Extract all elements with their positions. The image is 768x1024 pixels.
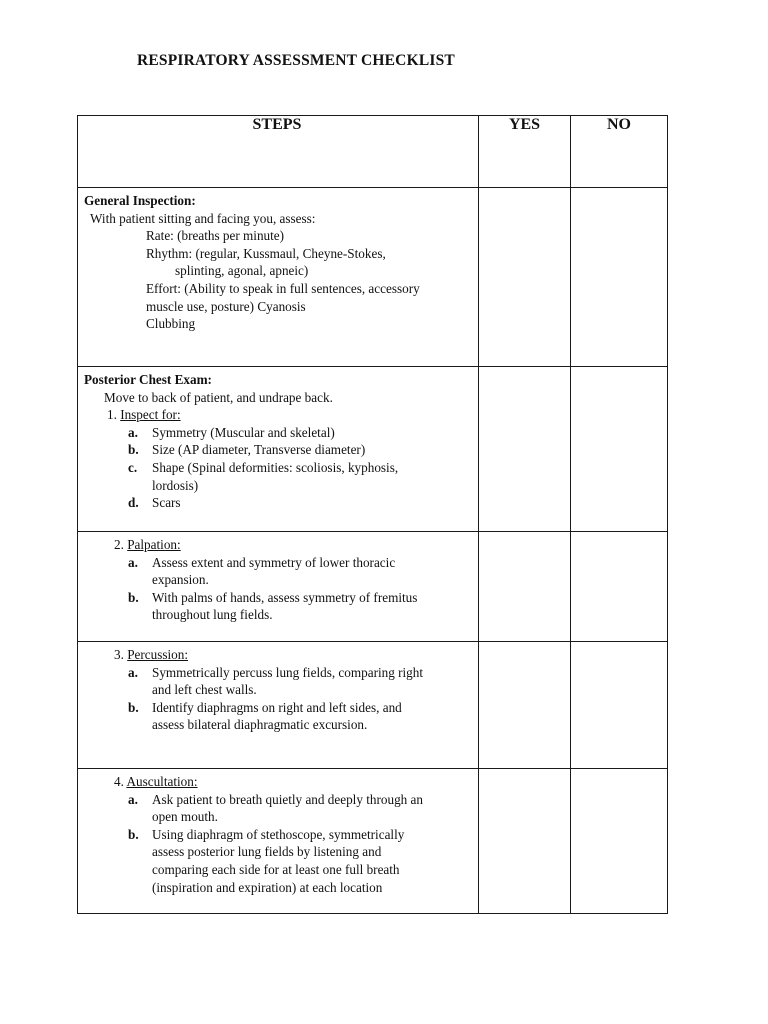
step-number: 3. <box>114 647 124 662</box>
item-text: With palms of hands, assess symmetry of fremitus <box>152 589 418 605</box>
item-text: Assess extent and symmetry of lower thoracic <box>152 554 396 570</box>
section-intro: Move to back of patient, and undrape back. <box>104 389 333 405</box>
step-text: Clubbing <box>146 316 196 332</box>
steps-cell <box>78 367 479 532</box>
item-text: Identify diaphragms on right and left sides, and <box>152 699 402 715</box>
steps-cell <box>78 188 479 367</box>
list-item <box>78 424 478 442</box>
step-text: splinting, agonal, apneic) <box>175 263 309 279</box>
item-letter: b. <box>128 589 139 605</box>
section-heading: General Inspection: <box>84 193 196 208</box>
step-number: 4. <box>114 774 124 789</box>
header-row <box>78 116 668 188</box>
item-text: assess posterior lung fields by listening and <box>152 844 382 860</box>
item-text: open mouth. <box>152 809 218 825</box>
item-letter: a. <box>128 664 138 680</box>
yes-cell[interactable] <box>479 367 571 532</box>
item-text: assess bilateral diaphragmatic excursion. <box>152 717 368 733</box>
checklist-table <box>77 115 668 914</box>
yes-header: YES <box>479 116 571 188</box>
item-text: Shape (Spinal deformities: scoliosis, kyphosis, <box>152 459 399 475</box>
step-label: Auscultation: <box>126 774 198 789</box>
table-row <box>78 188 668 367</box>
table-row <box>78 532 668 642</box>
no-header: NO <box>571 116 668 188</box>
item-letter: a. <box>128 791 138 807</box>
list-item <box>78 589 478 624</box>
step-text: Rhythm: (regular, Kussmaul, Cheyne-Stokes, <box>146 245 386 261</box>
item-letter: a. <box>128 424 138 440</box>
item-text: expansion. <box>152 572 209 588</box>
step-number: 1. <box>107 407 117 423</box>
list-item <box>78 699 478 734</box>
step-label: Percussion: <box>127 647 188 662</box>
list-item <box>78 459 478 494</box>
item-text: comparing each side for at least one full breath <box>152 861 400 877</box>
list-item <box>78 494 478 512</box>
item-text: and left chest walls. <box>152 682 257 698</box>
item-text: Symmetrically percuss lung fields, comparing right <box>152 664 424 680</box>
step-text: muscle use, posture) Cyanosis <box>146 298 306 314</box>
no-cell[interactable] <box>571 367 668 532</box>
yes-cell[interactable] <box>479 642 571 769</box>
item-text: lordosis) <box>152 477 199 493</box>
item-text: Size (AP diameter, Transverse diameter) <box>152 442 366 458</box>
section-intro: With patient sitting and facing you, assess: <box>90 210 316 226</box>
item-letter: d. <box>128 495 139 511</box>
table-row <box>78 367 668 532</box>
item-text: Using diaphragm of stethoscope, symmetrically <box>152 826 405 842</box>
item-letter: b. <box>128 699 139 715</box>
item-text: (inspiration and expiration) at each location <box>152 879 383 895</box>
item-letter: c. <box>128 459 138 475</box>
item-letter: b. <box>128 442 139 458</box>
list-item <box>78 791 478 826</box>
section-heading: Posterior Chest Exam: <box>84 372 212 387</box>
list-item <box>78 826 478 896</box>
no-cell[interactable] <box>571 188 668 367</box>
page-title: RESPIRATORY ASSESSMENT CHECKLIST <box>137 52 455 69</box>
yes-cell[interactable] <box>479 532 571 642</box>
list-item <box>78 554 478 589</box>
step-number: 2. <box>114 537 124 552</box>
steps-cell <box>78 642 479 769</box>
no-cell[interactable] <box>571 532 668 642</box>
no-cell[interactable] <box>571 769 668 914</box>
item-letter: b. <box>128 826 139 842</box>
table-row <box>78 769 668 914</box>
step-label: Inspect for: <box>120 407 181 423</box>
item-letter: a. <box>128 554 138 570</box>
item-text: Scars <box>152 495 181 511</box>
steps-cell <box>78 769 479 914</box>
item-text: throughout lung fields. <box>152 607 273 623</box>
yes-cell[interactable] <box>479 769 571 914</box>
step-text: Effort: (Ability to speak in full sentences, accessory <box>146 280 420 296</box>
step-label: Palpation: <box>127 537 181 552</box>
table-row <box>78 642 668 769</box>
list-item <box>78 664 478 699</box>
steps-cell <box>78 532 479 642</box>
item-text: Ask patient to breath quietly and deeply through an <box>152 791 424 807</box>
no-cell[interactable] <box>571 642 668 769</box>
yes-cell[interactable] <box>479 188 571 367</box>
steps-header: STEPS <box>78 116 479 188</box>
list-item <box>78 441 478 459</box>
step-text: Rate: (breaths per minute) <box>146 228 285 244</box>
item-text: Symmetry (Muscular and skeletal) <box>152 424 335 440</box>
